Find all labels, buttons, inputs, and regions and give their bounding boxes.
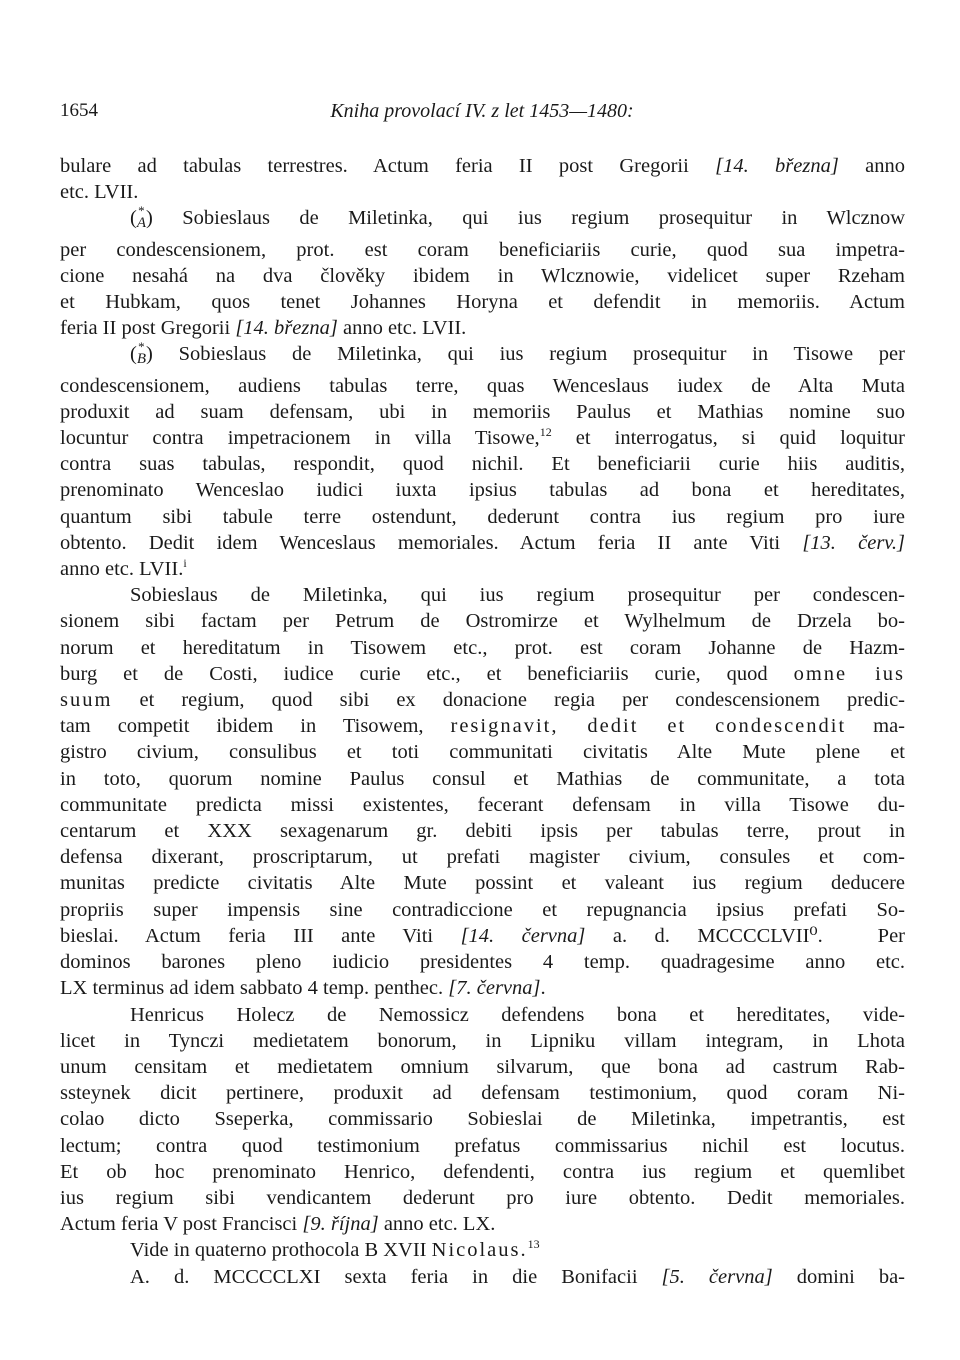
text-line: gistro civium, consulibus et toti communitati civitatis Alte Mute plene et (60, 741, 905, 764)
body-text (60, 153, 905, 1290)
text-line: centarum et XXX sexagenarum gr. debiti ipsis per tabulas terre, prout in (60, 820, 905, 843)
text-line: produxit ad suam defensam, ubi in memoriis Paulus et Mathias nomine suo (60, 400, 905, 423)
text-line: norum et hereditatum in Tisowem etc., prot. est coram Johanne de Hazm- (60, 636, 905, 659)
text-line: unum censitam et medietatem omnium silvarum, que bona ad castrum Rab- (60, 1055, 905, 1078)
text-line: LX terminus ad idem sabbato 4 temp. penthec. [7. června]. (60, 977, 546, 1000)
text-line: condescensionem, audiens tabulas terre, quas Wenceslaus iudex de Alta Muta (60, 374, 905, 397)
running-title: Kniha provolací IV. z let 1453—1480: (330, 100, 634, 122)
text-line: ius regium sibi vendicantem dederunt pro iure obtento. Dedit memoriales. (60, 1186, 905, 1209)
text-line: bieslai. Actum feria III ante Viti [14. června] a. d. MCCCCLVII⁰. Per (60, 924, 906, 947)
text-line: lectum; contra quod testimonium prefatus commissarius nichil est locutus. (60, 1134, 905, 1157)
text-line: munitas predicte civitatis Alte Mute possint et valeant ius regium deducere (60, 872, 905, 895)
text-line: Vide in quaterno prothocola B XVII Nicolaus.$^{13}$ (130, 1237, 540, 1262)
paragraph-marker-b: ( * B) (130, 339, 153, 368)
text-line: ( * B) Sobieslaus de Miletinka, qui ius regium prosequitur in Tisowe per (130, 339, 905, 368)
text-line: bulare ad tabulas terrestres. Actum feria II post Gregorii [14. března] anno (60, 155, 905, 177)
text-line: Sobieslaus de Miletinka, qui ius regium prosequitur per condescen- (130, 584, 905, 607)
text-line: licet in Tynczi medietatem bonorum, in Lipniku villam integram, in Lhota (60, 1029, 905, 1052)
text-line: communitate predicta missi existentes, fecerant defensam in villa Tisowe du- (60, 793, 905, 816)
text-line: tam competit ibidem in Tisowem, resignavit, dedit et condescendit ma- (60, 715, 905, 738)
text-line: A. d. MCCCCLXI sexta feria in die Bonifacii [5. června] domini ba- (130, 1265, 906, 1288)
footnote-ref: 13 (527, 1237, 540, 1252)
page-number: 1654 (60, 100, 98, 121)
text-line: suum et regium, quod sibi ex donacione regia per condescensionem predic- (60, 689, 905, 712)
text-line: sionem sibi factam per Petrum de Ostromirze et Wylhelmum de Drzela bo- (60, 610, 905, 633)
text-line: prenominato Wenceslao iudici iuxta ipsius tabulas ad bona et hereditates, (60, 479, 905, 502)
text-line: per condescensionem, prot. est coram beneficiariis curie, quod sua impetra- (60, 238, 905, 261)
text-line: burg et de Costi, iudice curie etc., et beneficiariis curie, quod omne ius (60, 662, 906, 685)
text-line: locuntur contra impetracionem in villa Tisowe,$^{12}$ et interrogatus, si quid loquitur (60, 425, 905, 450)
paragraph-marker-a: ( * A) (130, 203, 153, 232)
text-line: colao dicto Sseperka, commissario Sobieslai de Miletinka, impetrantis, est (60, 1108, 905, 1131)
footnote-ref: i (183, 556, 187, 571)
footnote-ref: 12 (539, 425, 552, 440)
text-line: obtento. Dedit idem Wenceslaus memoriales. Actum feria II ante Viti [13. červ.] (60, 531, 905, 554)
text-line: ssteynek dicit pertinere, produxit ad defensam testimonium, quod coram Ni- (60, 1082, 905, 1105)
text-line: propriis super impensis sine contradiccione et repugnancia ipsius prefati So- (60, 898, 905, 921)
text-line: defensa dixerant, proscriptarum, ut prefati magister civium, consules et com- (60, 846, 905, 869)
text-line: et Hubkam, quos tenet Johannes Horyna et defendit in memoriis. Actum (60, 291, 905, 314)
text-line: in toto, quorum nomine Paulus consul et Mathias de communitate, a tota (60, 767, 905, 790)
text-line: ( * A) Sobieslaus de Miletinka, qui ius regium prosequitur in Wlcznow (130, 203, 905, 232)
text-line: Et ob hoc prenominato Henrico, defendenti, contra ius regium et quemlibet (60, 1160, 905, 1183)
text-line: contra suas tabulas, respondit, quod nichil. Et beneficiarii curie hiis auditis, (60, 453, 905, 476)
page-header (60, 100, 904, 130)
text-line: cione nesahá na dva člověky ibidem in Wlcznowie, videlicet super Rzeham (60, 264, 905, 287)
text-line: Actum feria V post Francisci [9. října] anno etc. LX. (60, 1213, 496, 1236)
text-line: dominos barones pleno iudicio presidentes 4 temp. quadragesime anno etc. (60, 951, 905, 974)
text-line: quantum sibi tabule terre ostendunt, dederunt contra ius regium pro iure (60, 505, 905, 528)
text-line: Henricus Holecz de Nemossicz defendens bona et hereditates, vide- (130, 1003, 905, 1026)
text-line: anno etc. LVII.$^i$ (60, 556, 187, 581)
text-line: etc. LVII. (60, 181, 139, 204)
text-line: feria II post Gregorii [14. března] anno etc. LVII. (60, 317, 467, 340)
